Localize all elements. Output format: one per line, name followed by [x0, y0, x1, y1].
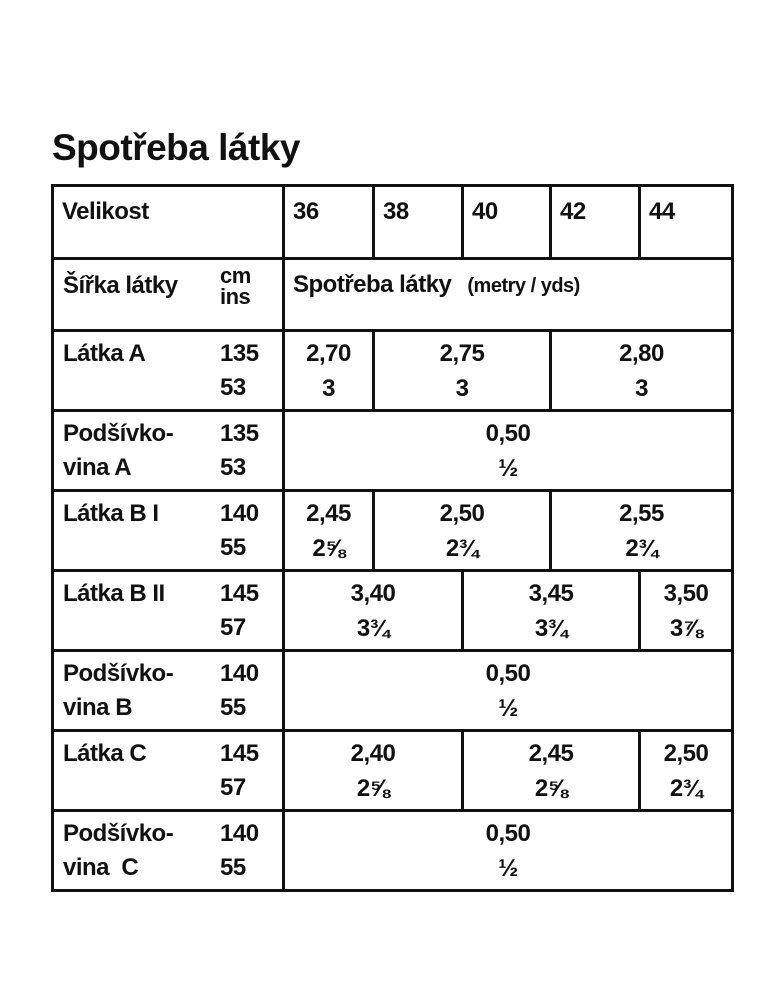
fabric-consumption-table — [51, 184, 734, 892]
width-ins: 57 — [220, 774, 246, 801]
value-cell — [463, 731, 640, 811]
fabric-name-cell — [53, 651, 284, 731]
width-ins: 57 — [220, 614, 246, 641]
value-cell — [284, 811, 733, 891]
yards-value: 2⅝ — [356, 775, 390, 802]
size-36: 36 — [284, 186, 374, 259]
meters-value: 2,80 — [619, 340, 664, 367]
table-row — [53, 331, 733, 411]
yards-value: ½ — [498, 695, 518, 722]
table-row — [53, 651, 733, 731]
yards-value: 2⅝ — [534, 775, 568, 802]
consumption-label: Spotřeba látky — [293, 271, 452, 298]
yards-value: 3 — [322, 375, 335, 402]
value-cell — [640, 731, 733, 811]
yards-value: 2¾ — [625, 535, 658, 562]
width-cm: 135 — [220, 340, 259, 367]
fabric-name: Látka B I — [63, 500, 159, 527]
unit-ins: ins — [220, 284, 251, 309]
meters-value: 3,45 — [528, 580, 574, 607]
width-label-cell — [53, 259, 284, 331]
unit-labels — [220, 265, 251, 307]
yards-value: 2¾ — [445, 535, 479, 562]
meters-value: 2,70 — [306, 340, 351, 367]
consumption-header — [284, 259, 733, 331]
yards-value: ½ — [498, 455, 518, 482]
yards-value: 3 — [455, 375, 469, 402]
meters-value: 2,50 — [663, 740, 709, 767]
unit-cm: cm — [220, 263, 251, 288]
width-cm: 140 — [220, 500, 259, 527]
fabric-name-cell — [53, 571, 284, 651]
fabric-name-cell — [53, 411, 284, 491]
fabric-name: Látka B II — [63, 580, 165, 607]
fabric-name-cont: vina A — [63, 454, 132, 481]
size-38: 38 — [374, 186, 463, 259]
yards-value: 3 — [635, 375, 648, 402]
yards-value: 2¾ — [669, 775, 703, 802]
width-label: Šířka látky — [63, 272, 178, 299]
fabric-name-cell — [53, 731, 284, 811]
width-ins: 55 — [220, 534, 246, 561]
meters-value: 0,50 — [485, 660, 531, 687]
value-cell — [284, 491, 374, 571]
fabric-name-cell — [53, 491, 284, 571]
yards-value: 3¾ — [534, 615, 568, 642]
meters-value: 0,50 — [485, 420, 531, 447]
value-cell — [463, 571, 640, 651]
table-row — [53, 731, 733, 811]
value-cell — [374, 331, 551, 411]
table-row — [53, 571, 733, 651]
yards-value: 2⅝ — [312, 535, 345, 562]
fabric-name: Podšívko- — [63, 420, 174, 447]
value-cell — [374, 491, 551, 571]
width-cm: 140 — [220, 660, 259, 687]
value-cell — [284, 411, 733, 491]
fabric-name: Podšívko- — [63, 660, 174, 687]
width-ins: 53 — [220, 454, 246, 481]
fabric-name-cont: vina C — [63, 854, 139, 881]
size-42: 42 — [551, 186, 640, 259]
fabric-name: Látka C — [63, 740, 147, 767]
meters-value: 2,45 — [528, 740, 574, 767]
subheader-row — [53, 259, 733, 331]
meters-value: 2,50 — [439, 500, 485, 527]
meters-value: 2,75 — [439, 340, 485, 367]
size-label: Velikost — [53, 186, 284, 259]
width-cm: 145 — [220, 740, 259, 767]
fabric-name-cell — [53, 811, 284, 891]
size-header-row — [53, 186, 733, 259]
table-row — [53, 411, 733, 491]
page-title: Spotřeba látky — [52, 127, 300, 168]
value-cell — [284, 331, 374, 411]
meters-value: 3,40 — [350, 580, 396, 607]
fabric-name-cell — [53, 331, 284, 411]
value-cell — [551, 331, 733, 411]
table-row — [53, 811, 733, 891]
fabric-name-cont: vina B — [63, 694, 133, 721]
value-cell — [284, 571, 463, 651]
consumption-units: (metry / yds) — [467, 275, 580, 297]
width-cm: 140 — [220, 820, 259, 847]
width-cm: 135 — [220, 420, 259, 447]
width-ins: 55 — [220, 694, 246, 721]
meters-value: 3,50 — [663, 580, 709, 607]
meters-value: 2,45 — [306, 500, 351, 527]
value-cell — [284, 731, 463, 811]
fabric-name: Podšívko- — [63, 820, 174, 847]
yards-value: ½ — [498, 855, 518, 882]
fabric-name: Látka A — [63, 340, 146, 367]
value-cell — [284, 651, 733, 731]
width-ins: 53 — [220, 374, 246, 401]
width-ins: 55 — [220, 854, 246, 881]
meters-value: 2,55 — [619, 500, 664, 527]
yards-value: 3⅞ — [669, 615, 703, 642]
value-cell — [640, 571, 733, 651]
value-cell — [551, 491, 733, 571]
meters-value: 2,40 — [350, 740, 396, 767]
table-row — [53, 491, 733, 571]
meters-value: 0,50 — [485, 820, 531, 847]
width-cm: 145 — [220, 580, 259, 607]
yards-value: 3¾ — [356, 615, 390, 642]
size-40: 40 — [463, 186, 551, 259]
size-44: 44 — [640, 186, 733, 259]
